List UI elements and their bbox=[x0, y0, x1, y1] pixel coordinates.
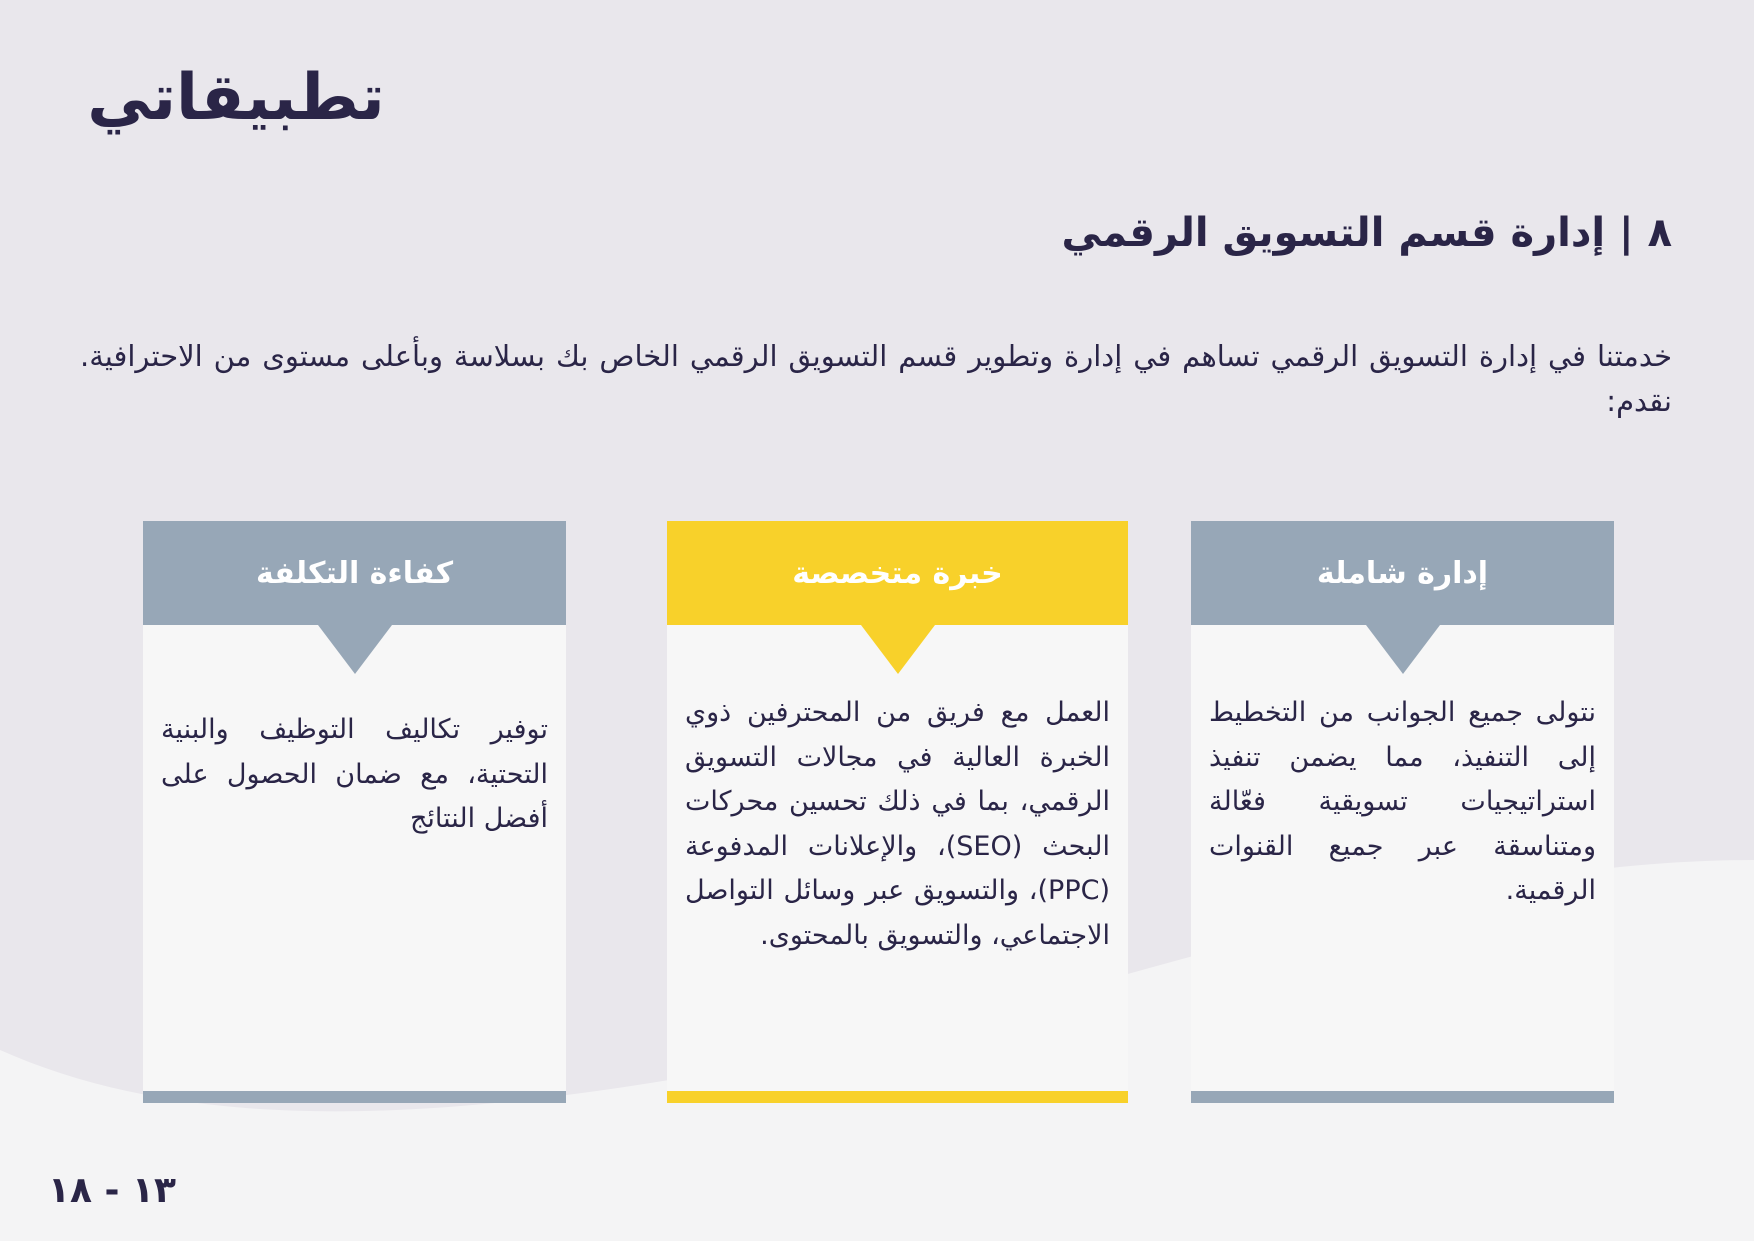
logo: تطبيقاتي bbox=[87, 61, 385, 135]
pointer-down-icon bbox=[861, 625, 935, 674]
card-title: إدارة شاملة bbox=[1316, 555, 1489, 591]
intro-paragraph: خدمتنا في إدارة التسويق الرقمي تساهم في إدارة وتطوير قسم التسويق الرقمي الخاص بك بسلاسة وبأعلى مستوى من الاحترافية. نقدم: bbox=[80, 339, 1672, 418]
card-title: خبرة متخصصة bbox=[792, 555, 1003, 591]
card-text: توفير تكاليف التوظيف والبنية التحتية، مع ضمان الحصول على أفضل النتائج bbox=[161, 714, 548, 834]
card-specialized-expertise bbox=[667, 521, 1128, 1103]
card-text: نتولى جميع الجوانب من التخطيط إلى التنفيذ، مما يضمن تنفيذ استراتيجيات تسويقية فعّالة ومتناسقة عبر جميع القنوات الرقمية. bbox=[1209, 697, 1596, 906]
card-header bbox=[1191, 521, 1614, 625]
card-cost-efficiency bbox=[143, 521, 566, 1103]
card-header bbox=[143, 521, 566, 625]
card-footer-bar bbox=[667, 1091, 1128, 1103]
card-header bbox=[667, 521, 1128, 625]
section-title: ٨ | إدارة قسم التسويق الرقمي bbox=[1061, 210, 1672, 256]
card-comprehensive-management bbox=[1191, 521, 1614, 1103]
page-number: ١٣ - ١٨ bbox=[48, 1170, 176, 1211]
card-text: العمل مع فريق من المحترفين ذوي الخبرة العالية في مجالات التسويق الرقمي، بما في ذلك تحسين محركات البحث (SEO)، والإعلانات المدفوعة (PPC)، والتسويق عبر وسائل التواصل الاجتماعي، والتسويق بالمحتوى. bbox=[685, 697, 1110, 951]
card-title: كفاءة التكلفة bbox=[255, 555, 454, 591]
pointer-down-icon bbox=[318, 625, 392, 674]
card-footer-bar bbox=[1191, 1091, 1614, 1103]
card-footer-bar bbox=[143, 1091, 566, 1103]
pointer-down-icon bbox=[1366, 625, 1440, 674]
